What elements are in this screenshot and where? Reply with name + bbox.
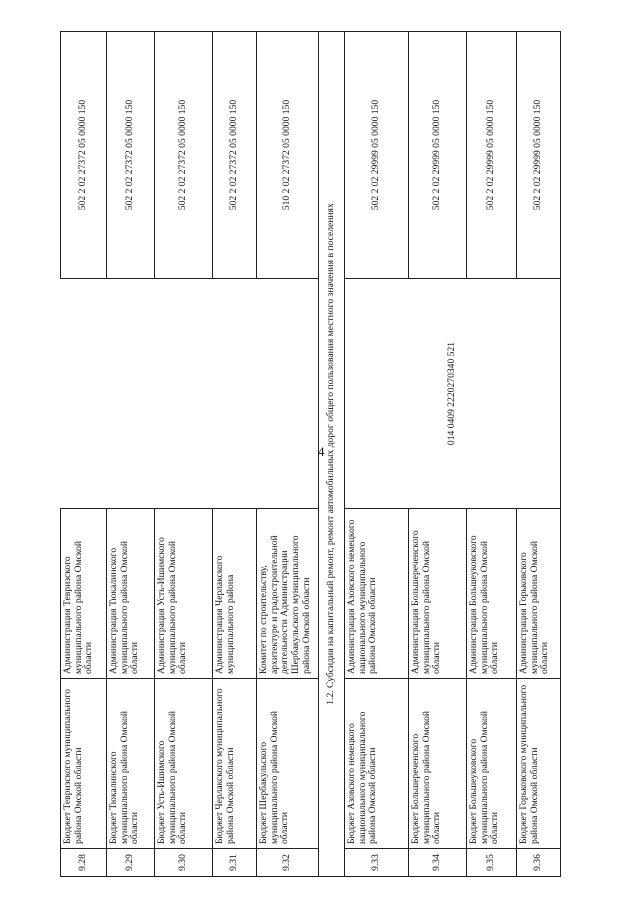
table-row — [345, 32, 409, 877]
row-number: 9.32 — [257, 849, 319, 877]
row-number: 9.35 — [467, 849, 517, 877]
table-row — [61, 32, 107, 877]
section-row — [319, 32, 345, 877]
budget-cell: Бюджет Усть-Ишимского муниципального района Омской области — [155, 679, 213, 849]
budget-cell: Бюджет Черлакского муниципального района Омской области — [213, 679, 257, 849]
table-container — [60, 32, 560, 877]
admin-cell: Администрация Усть-Ишимского муниципального района Омской области — [155, 509, 213, 679]
code-cell: 502 2 02 27372 05 0000 150 — [213, 32, 257, 279]
budget-cell: Бюджет Шербакульского муниципального района Омской области — [257, 679, 319, 849]
rotated-table — [60, 32, 560, 877]
row-number: 9.34 — [409, 849, 467, 877]
admin-cell: Администрация Тюкалинского муниципального района Омской области — [107, 509, 155, 679]
admin-cell: Администрация Большеуковского муниципального района Омской области — [467, 509, 517, 679]
admin-cell: Администрация Черлакского муниципального района — [213, 509, 257, 679]
admin-cell: Администрация Азовского немецкого национального муниципального района Омской области — [345, 509, 409, 679]
budget-cell: Бюджет Горьковского муниципального района Омской области — [517, 679, 561, 849]
code-cell: 510 2 02 27372 05 0000 150 — [257, 32, 319, 279]
row-number: 9.29 — [107, 849, 155, 877]
budget-cell: Бюджет Азовского немецкого национального муниципального района Омской области — [345, 679, 409, 849]
budget-cell: Бюджет Большеуковского муниципального района Омской области — [467, 679, 517, 849]
budget-cell: Бюджет Тюкалинского муниципального района Омской области — [107, 679, 155, 849]
code-cell: 502 2 02 27372 05 0000 150 — [61, 32, 107, 279]
admin-cell: Администрация Тевризского муниципального района Омской области — [61, 509, 107, 679]
budget-cell: Бюджет Тевризского муниципального района Омской области — [61, 679, 107, 849]
admin-cell: Администрация Большереченского муниципального района Омской области — [409, 509, 467, 679]
kbk-cell — [61, 279, 319, 509]
code-cell: 502 2 02 29999 05 0000 150 — [517, 32, 561, 279]
row-number: 9.30 — [155, 849, 213, 877]
row-number: 9.36 — [517, 849, 561, 877]
code-cell: 502 2 02 27372 05 0000 150 — [107, 32, 155, 279]
budget-table — [60, 31, 561, 877]
row-number: 9.33 — [345, 849, 409, 877]
row-number: 9.28 — [61, 849, 107, 877]
admin-cell: Комитет по строительству, архитектуре и градостроительной деятельности Администрации Шербакульского муниципального района Омской области — [257, 509, 319, 679]
row-number: 9.31 — [213, 849, 257, 877]
code-cell: 502 2 02 29999 05 0000 150 — [345, 32, 409, 279]
admin-cell: Администрация Горьковского муниципального района Омской области — [517, 509, 561, 679]
kbk-cell: 014 0409 2220270340 521 — [345, 279, 561, 509]
budget-cell: Бюджет Большереченского муниципального района Омской области — [409, 679, 467, 849]
section-title: 1.2. Субсидия на капитальный ремонт, ремонт автомобильных дорог общего пользования местного значения в поселениях — [319, 32, 345, 877]
code-cell: 502 2 02 29999 05 0000 150 — [409, 32, 467, 279]
code-cell: 502 2 02 29999 05 0000 150 — [467, 32, 517, 279]
page-number: 4 — [318, 444, 325, 459]
code-cell: 502 2 02 27372 05 0000 150 — [155, 32, 213, 279]
